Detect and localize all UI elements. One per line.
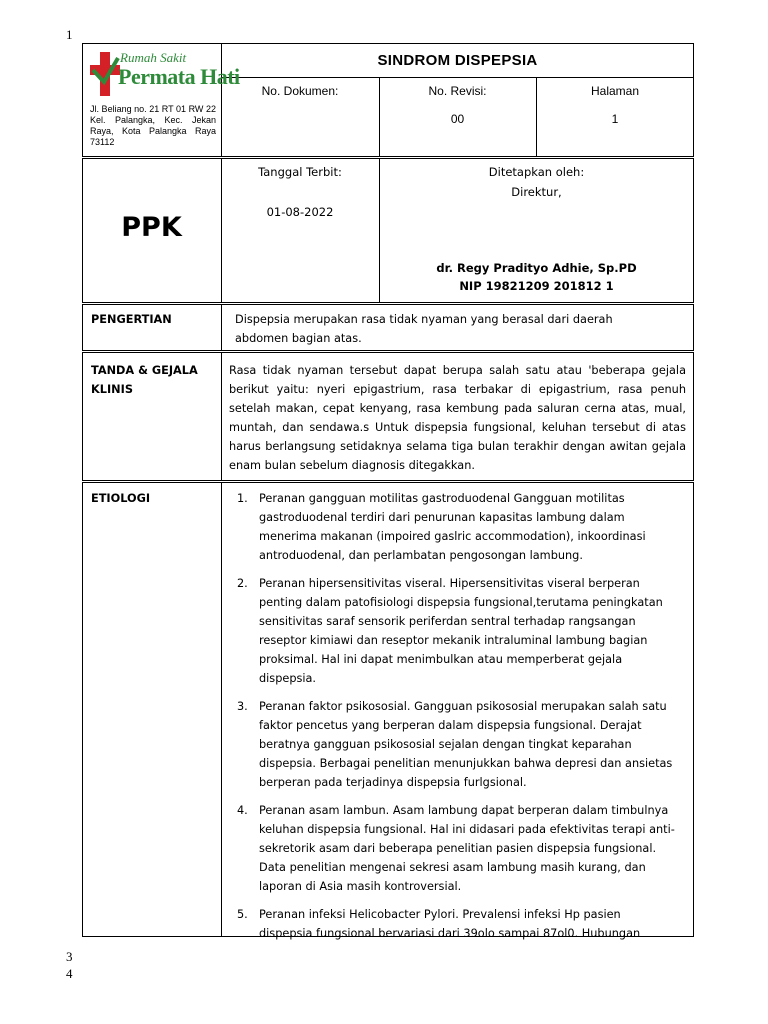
etiologi-item-line: beratnya gangguan psikososial sejalan dengan tingkat keparahan — [259, 738, 632, 751]
etiologi-item-line: berperan pada terjadinya dispepsia furlgsional. — [259, 776, 527, 789]
cross-icon — [90, 52, 120, 96]
line-number-3: 3 — [66, 949, 73, 964]
issue-date-value: 01-08-2022 — [266, 205, 334, 219]
document-title: SINDROM DISPEPSIA — [377, 52, 538, 69]
doc-no-label: No. Dokumen: — [261, 84, 339, 98]
etiologi-item-number: 5. — [237, 908, 248, 921]
etiologi-item — [237, 574, 689, 688]
etiologi-item-line: Peranan asam lambun. Asam lambung dapat berperan dalam timbulnya — [259, 804, 669, 817]
etiologi-item-line: sekretorik asam dari beberapa penelitian pasien dispepsia fungsional. — [259, 842, 657, 855]
hospital-logo — [90, 48, 240, 100]
etiologi-item-line: penting dalam patofisiologi dispepsia fungsional,terutama peningkatan — [259, 596, 663, 609]
etiologi-item-number: 1. — [237, 492, 248, 505]
logo-line2: Permata Hati — [118, 64, 240, 89]
tanda-label: TANDA & GEJALA KLINIS — [91, 364, 198, 396]
etiologi-item-line: keluhan dispepsia fungsional. Hal ini didasari pada efektivitas terapi anti- — [259, 823, 675, 836]
etiologi-label: ETIOLOGI — [91, 492, 151, 505]
issue-date-label: Tanggal Terbit: — [258, 165, 342, 179]
hospital-address: Jl. Beliang no. 21 RT 01 RW 22 Kel. Palangka, Kec. Jekan Raya, Kota Palangka Raya 73112 — [90, 104, 216, 147]
page-value: 1 — [611, 112, 619, 126]
revision-label: No. Revisi: — [428, 84, 487, 98]
etiologi-item-line: dispepsia. Berbagai penelitian menunjukkan bahwa depresi dan ansietas — [259, 757, 673, 770]
set-by-role: Direktur, — [511, 185, 562, 199]
pengertian-text: Dispepsia merupakan rasa tidak nyaman yang berasal dari daerah abdomen bagian atas. — [235, 313, 613, 345]
etiologi-item-line: gastroduodenal terdiri dari penurunan kapasitas lambung dalam — [259, 511, 625, 524]
etiologi-item-line: proksimal. Hal ini dapat menimbulkan atau memperberat gejala — [259, 653, 623, 666]
etiologi-item — [237, 697, 689, 792]
signer-name: dr. Regy Pradityo Adhie, Sp.PD — [436, 261, 637, 275]
etiologi-item-line: Data penelitian mengenai sekresi asam lambung masih kurang, dan — [259, 861, 646, 874]
ppk-label: PPK — [121, 212, 182, 243]
etiologi-item-line: Peranan infeksi Helicobacter Pylori. Prevalensi infeksi Hp pasien — [259, 908, 621, 921]
pengertian-label: PENGERTIAN — [91, 313, 172, 326]
page-label: Halaman — [590, 84, 640, 98]
etiologi-item-line: Peranan faktor psikososial. Gangguan psikososial merupakan salah satu — [259, 700, 667, 713]
etiologi-item-line: Peranan hipersensitivitas viseral. Hipersensitivitas viseral berperan — [259, 577, 640, 590]
etiologi-item-line: reseptor kimiawi dan reseptor mekanik intraluminal lambung bagian — [259, 634, 648, 647]
revision-value: 00 — [450, 112, 465, 126]
set-by-label: Ditetapkan oleh: — [488, 165, 585, 179]
etiologi-item — [237, 489, 689, 565]
line-number-top: 1 — [66, 27, 73, 42]
etiologi-item-line: antroduodenal, dan perlambatan pengosongan lambung. — [259, 549, 583, 562]
etiologi-list — [237, 489, 689, 952]
etiologi-item-line: Peranan gangguan motilitas gastroduodenal Gangguan motilitas — [259, 492, 625, 505]
line-number-4: 4 — [66, 966, 73, 981]
etiologi-item-line: dispepsia. — [259, 672, 317, 685]
signer-nip: NIP 19821209 201812 1 — [459, 279, 614, 293]
etiologi-item-number: 4. — [237, 804, 248, 817]
etiologi-item-line: laporan di Asia masih kontroversial. — [259, 880, 462, 893]
etiologi-item — [237, 801, 689, 896]
etiologi-item-line: dispepsia fungsional bervariasi dari 39olo sampai 87ol0. Hubungan — [259, 927, 641, 940]
etiologi-item-line: sensitivitas saraf sensorik periferdan sentral terhadap rangsangan — [259, 615, 636, 628]
etiologi-item-line: menerima makanan (impoired gaslric accommodation), inkoordinasi — [259, 530, 646, 543]
logo-line1: Rumah Sakit — [120, 50, 187, 65]
etiologi-item-number: 3. — [237, 700, 248, 713]
etiologi-item-number: 2. — [237, 577, 248, 590]
etiologi-item — [237, 905, 689, 943]
tanda-text: Rasa tidak nyaman tersebut dapat berupa salah satu atau 'beberapa gejala berikut yaitu: nyeri epigastrium, rasa terbakar di epigastrium, rasa penuh setelah makan, cepat kenyang, rasa kembung pada saluran cerna atas, mual, muntah, dan sendawa.s Untuk dispepsia fungsional, keluhan tersebut di atas harus berlangsung setidaknya selama tiga bulan terakhir dengan awitan gejala enam bulan sebelum diagnosis ditegakkan. — [229, 364, 686, 472]
etiologi-item-line: faktor pencetus yang berperan dalam dispepsia fungsional. Derajat — [259, 719, 642, 732]
